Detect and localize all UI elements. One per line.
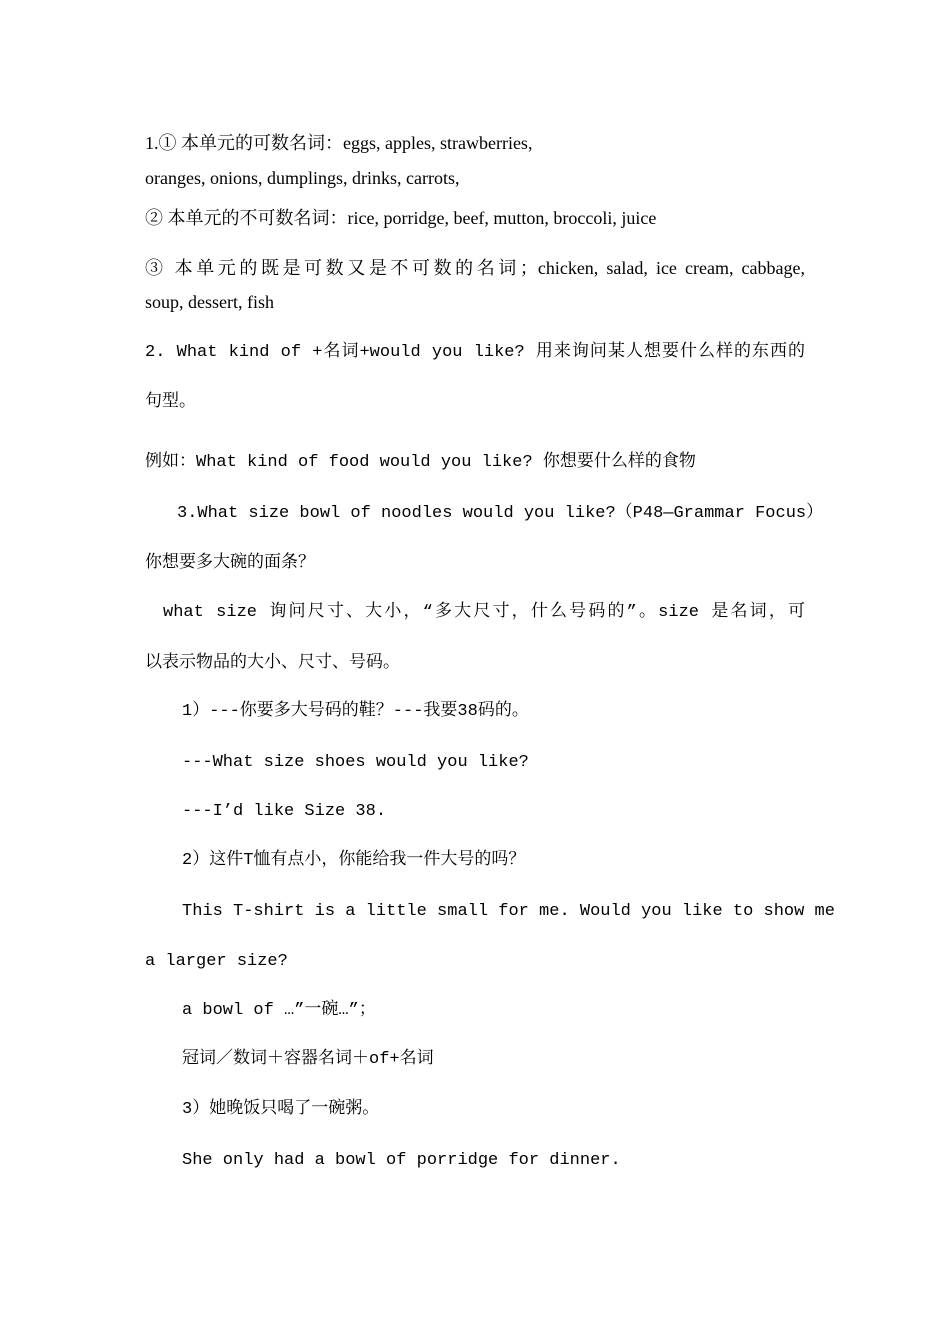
what-kind-pattern-continued: 句型。	[145, 391, 196, 411]
what-kind-example: 例如：What kind of food would you like? 你想要什么样的食物	[145, 453, 696, 472]
example-1-question: ---What size shoes would you like?	[182, 753, 529, 772]
both-nouns-continued: soup, dessert, fish	[145, 292, 274, 312]
both-nouns-line: ③ 本单元的既是可数又是不可数的名词；chicken, salad, ice cream, cabbage,	[145, 258, 805, 278]
bowl-of-structure: 冠词／数词＋容器名词＋of+名词	[182, 1050, 434, 1069]
bowl-of-phrase: a bowl of …”一碗…”；	[182, 1001, 376, 1020]
example-2-english-continued: a larger size?	[145, 952, 288, 971]
what-kind-pattern-line: 2. What kind of +名词+would you like? 用来询问某人想要什么样的东西的	[145, 343, 805, 362]
what-size-explanation: what size 询问尺寸、大小，“多大尺寸，什么号码的”。size 是名词，可	[163, 603, 805, 622]
what-size-heading: 3.What size bowl of noodles would you like?（P48—Grammar Focus）	[177, 504, 824, 523]
example-2-chinese: 2）这件T恤有点小，你能给我一件大号的吗？	[182, 851, 526, 870]
uncountable-nouns-line: ② 本单元的不可数名词：rice, porridge, beef, mutton, broccoli, juice	[145, 208, 657, 228]
example-1-chinese: 1）---你要多大号码的鞋？---我要38码的。	[182, 702, 529, 721]
countable-nouns-line: 1.① 本单元的可数名词：eggs, apples, strawberries,	[145, 133, 533, 153]
example-3-english: She only had a bowl of porridge for dinner.	[182, 1151, 621, 1170]
example-2-english: This T-shirt is a little small for me. Would you like to show me	[182, 902, 835, 921]
what-size-explanation-continued: 以表示物品的大小、尺寸、号码。	[145, 652, 400, 672]
what-size-translation: 你想要多大碗的面条？	[145, 552, 315, 572]
example-3-chinese: 3）她晚饭只喝了一碗粥。	[182, 1100, 380, 1119]
example-1-answer: ---I’d like Size 38.	[182, 802, 387, 821]
countable-nouns-continued: oranges, onions, dumplings, drinks, carrots,	[145, 168, 460, 188]
